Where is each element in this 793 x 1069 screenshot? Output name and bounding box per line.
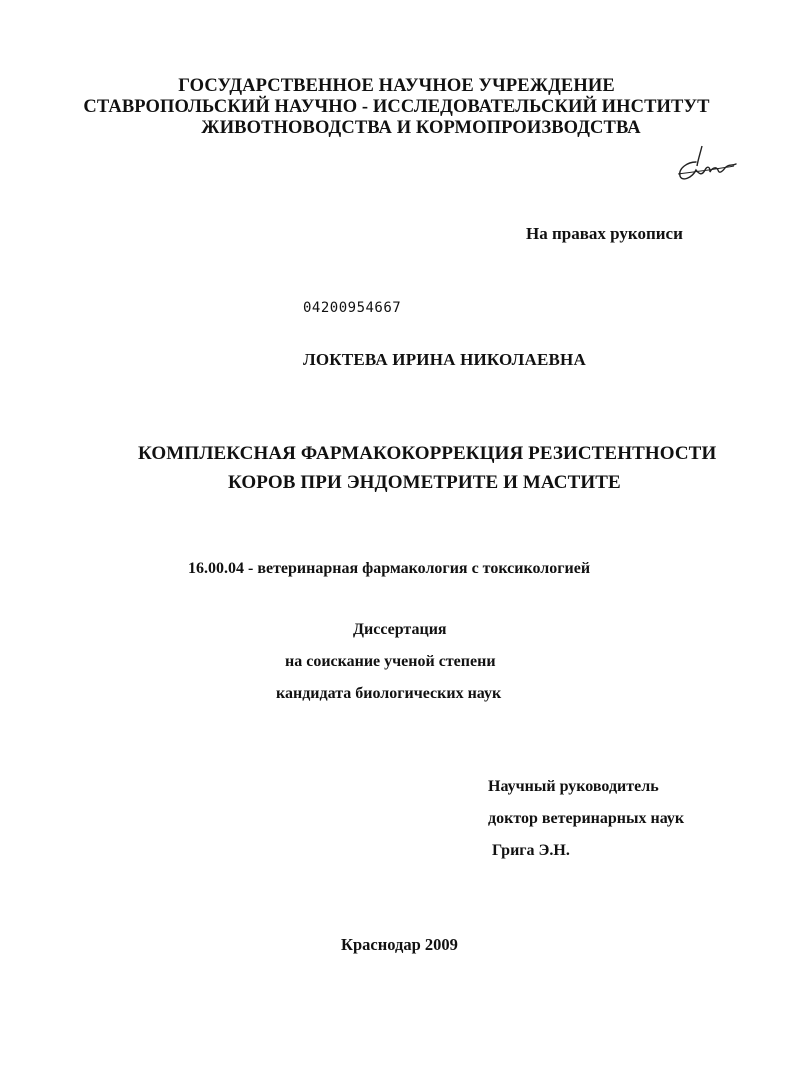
degree-line-2: на соискание ученой степени	[285, 653, 496, 670]
title-line-1: КОМПЛЕКСНАЯ ФАРМАКОКОРРЕКЦИЯ РЕЗИСТЕНТНОСТИ	[138, 443, 717, 464]
specialty-code: 16.00.04 - ветеринарная фармакология с токсикологией	[188, 560, 591, 577]
manuscript-rights: На правах рукописи	[526, 224, 683, 243]
city-year: Краснодар 2009	[341, 935, 458, 954]
degree-line-1: Диссертация	[353, 621, 447, 638]
institution-line-1: ГОСУДАРСТВЕННОЕ НАУЧНОЕ УЧРЕЖДЕНИЕ	[178, 76, 615, 96]
supervisor-name: Грига Э.Н.	[492, 842, 570, 859]
supervisor-line-2: доктор ветеринарных наук	[488, 810, 685, 827]
institution-line-3: ЖИВОТНОВОДСТВА И КОРМОПРОИЗВОДСТВА	[201, 118, 641, 138]
degree-line-3: кандидата биологических наук	[276, 685, 502, 702]
author-name: ЛОКТЕВА ИРИНА НИКОЛАЕВНА	[303, 350, 586, 369]
supervisor-line-1: Научный руководитель	[488, 778, 659, 795]
catalog-code: 04200954667	[303, 300, 402, 316]
signature-icon	[672, 140, 742, 190]
institution-line-2: СТАВРОПОЛЬСКИЙ НАУЧНО - ИССЛЕДОВАТЕЛЬСКИЙ ИНСТИТУТ	[83, 97, 710, 117]
title-line-2: КОРОВ ПРИ ЭНДОМЕТРИТЕ И МАСТИТЕ	[228, 472, 621, 493]
